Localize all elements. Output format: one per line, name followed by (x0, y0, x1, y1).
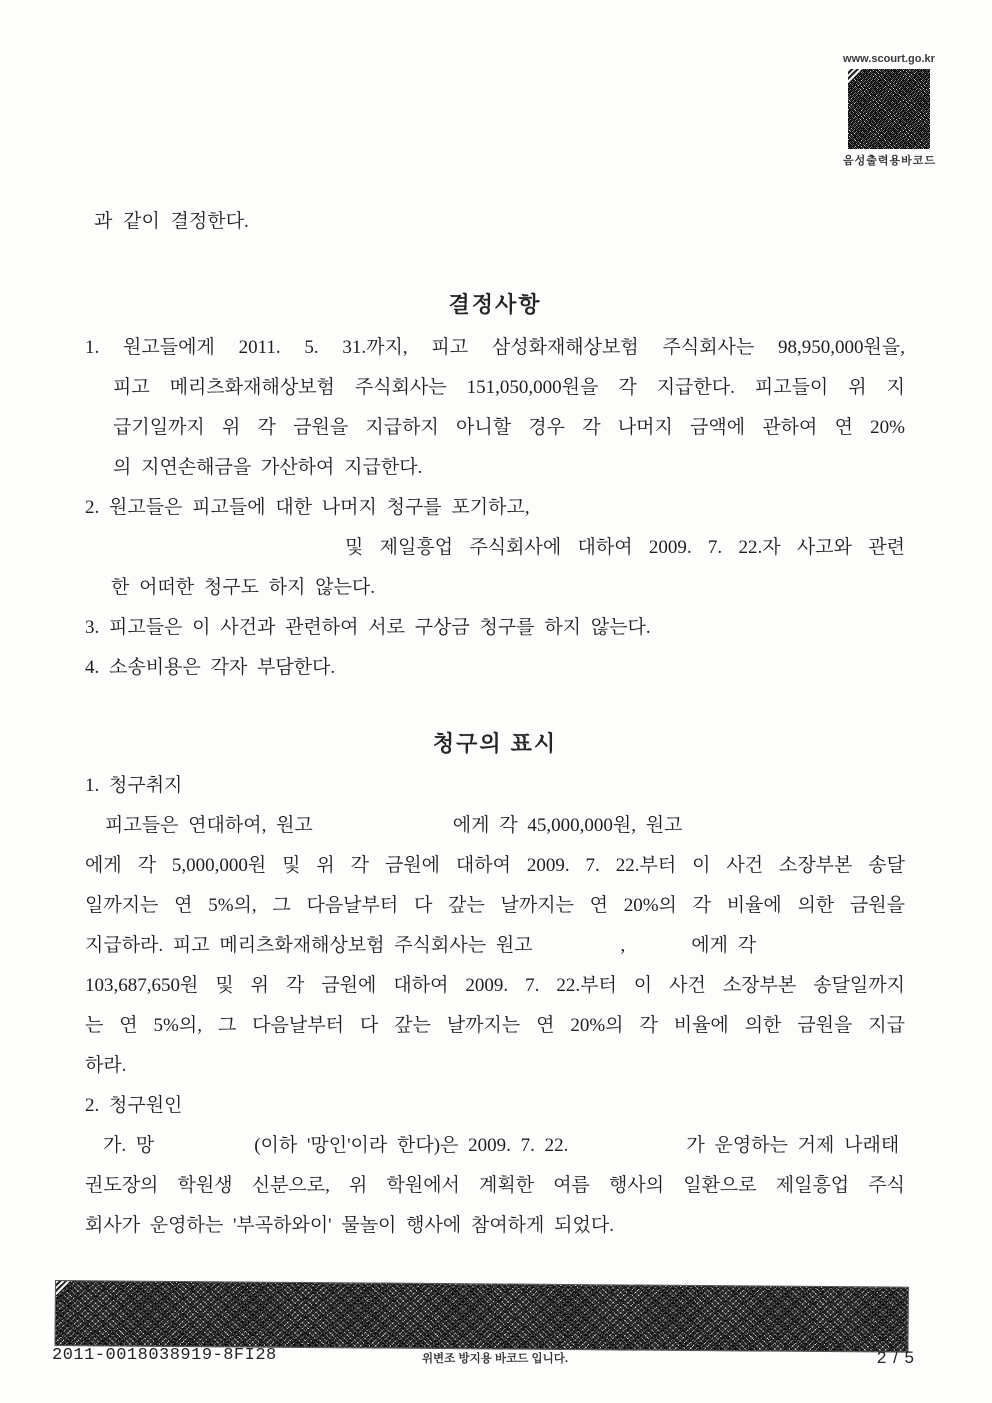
document-line (85, 1126, 905, 1166)
document-line (85, 926, 905, 966)
text-run: 가. 망 (103, 1135, 155, 1156)
document-line (85, 1206, 905, 1246)
document-line (85, 1006, 905, 1046)
text-run: 2. 청구원인 (85, 1095, 183, 1116)
text-run: 한 어떠한 청구도 하지 않는다. (111, 577, 375, 598)
text-run: 급기일까지 위 각 금원을 지급하지 아니할 경우 각 나머지 금액에 관하여 연 20% (113, 417, 905, 438)
voice-barcode-block (843, 53, 935, 168)
text-run: 3. 피고들은 이 사건과 관련하여 서로 구상금 청구를 하지 않는다. (85, 617, 651, 638)
intro-sentence: 과 같이 결정한다. (94, 211, 249, 232)
document-line (85, 448, 905, 488)
text-run: 피고들은 연대하여, 원고 (105, 815, 313, 836)
document-line (85, 966, 905, 1006)
text-run: 103,687,650원 및 위 각 금원에 대하여 2009. 7. 22.부터 이 사건 소장부본 송달일까지 (85, 975, 905, 996)
page-number: 2 / 5 (876, 1348, 915, 1367)
text-run: 1. 원고들에게 2011. 5. 31.까지, 피고 삼성화재해상보험 주식회사는 98,950,000원을, (85, 337, 905, 358)
text-run: 4. 소송비용은 각자 부담한다. (85, 657, 336, 678)
text-run: , (620, 935, 626, 956)
text-run: 및 제일흥업 주식회사에 대하여 2009. 7. 22.자 사고와 관련 (345, 537, 905, 558)
redaction-gap (154, 1150, 254, 1151)
barcode-caption: 위변조 방지용 바코드 입니다. (421, 1353, 569, 1365)
text-run: 1. 청구취지 (85, 775, 183, 796)
text-run: 에게 각 (691, 935, 757, 956)
document-line (85, 806, 905, 846)
text-run: 일까지는 연 5%의, 그 다음날부터 다 갚는 날까지는 연 20%의 각 비율에 의한 금원을 (85, 895, 905, 916)
redaction-gap (568, 1150, 686, 1151)
text-run: 권도장의 학원생 신분으로, 위 학원에서 계획한 여름 행사의 일환으로 제일흥업 주식 (85, 1175, 905, 1196)
voice-output-barcode-image (848, 69, 930, 149)
document-line (85, 648, 905, 688)
text-run: 에게 각 45,000,000원, 원고 (452, 815, 683, 836)
document-line (85, 408, 905, 448)
document-line (85, 846, 905, 886)
redaction-gap (313, 830, 453, 831)
text-run: 지급하라. 피고 메리츠화재해상보험 주식회사는 원고 (85, 935, 533, 956)
document-line (85, 568, 905, 608)
redaction-gap (533, 950, 621, 951)
decision-section-heading: 결정사항 (448, 292, 542, 317)
text-run: 가 운영하는 거제 나래태 (686, 1135, 900, 1156)
document-id: 2011-0018038919-8FI28 (52, 1346, 277, 1365)
document-line (85, 1086, 905, 1126)
text-run: 에게 각 5,000,000원 및 위 각 금원에 대하여 2009. 7. 22.부터 이 사건 소장부본 송달 (85, 855, 905, 876)
text-run: 하라. (85, 1055, 127, 1076)
text-run: 의 지연손해금을 가산하여 지급한다. (113, 457, 423, 478)
voice-barcode-caption: 음성출력용바코드 (843, 155, 937, 167)
redaction-gap (625, 950, 691, 951)
text-run: (이하 '망인'이라 한다)은 2009. 7. 22. (254, 1135, 569, 1156)
document-line (85, 886, 905, 926)
document-line (85, 1046, 905, 1086)
claim-section-heading: 청구의 표시 (432, 731, 558, 756)
document-line (85, 1166, 905, 1206)
document-line (85, 488, 905, 528)
document-line (85, 766, 905, 806)
claim-section-body (85, 766, 905, 1246)
document-line (85, 328, 905, 368)
document-line (85, 368, 905, 408)
decision-section-body (85, 328, 905, 688)
document-line (85, 528, 905, 568)
text-run: 는 연 5%의, 그 다음날부터 다 갚는 날까지는 연 20%의 각 비율에 의한 금원을 지급 (85, 1015, 905, 1036)
text-run: 회사가 운영하는 '부곡하와이' 물놀이 행사에 참여하게 되었다. (85, 1215, 614, 1236)
scourt-url-label: www.scourt.go.kr (843, 53, 935, 65)
text-run: 피고 메리츠화재해상보험 주식회사는 151,050,000원을 각 지급한다. 피고들이 위 지 (113, 377, 905, 398)
text-run: 2. 원고들은 피고들에 대한 나머지 청구를 포기하고, (85, 497, 530, 518)
document-line (85, 608, 905, 648)
anti-forgery-barcode-strip (54, 1280, 908, 1353)
